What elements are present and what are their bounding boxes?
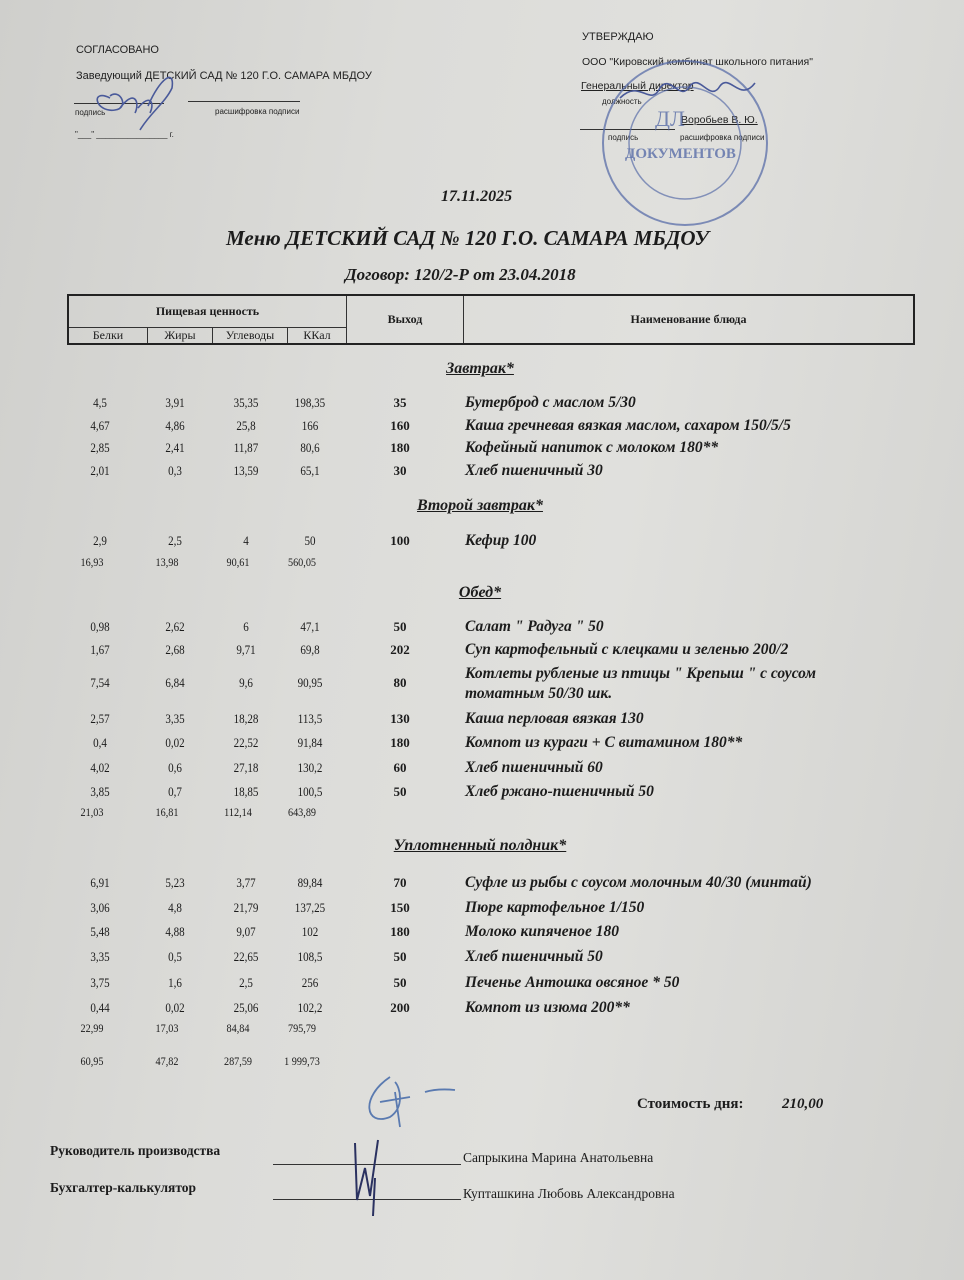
value-p: 3,85 bbox=[90, 784, 110, 799]
total-p: 22,99 bbox=[80, 1021, 104, 1035]
cost-value: 210,00 bbox=[782, 1096, 824, 1112]
dish-name: Печенье Антошка овсяное * 50 bbox=[465, 974, 680, 991]
value-c: 18,85 bbox=[233, 784, 259, 799]
section-title: Уплотненный полдник* bbox=[393, 837, 567, 854]
value-c: 9,71 bbox=[236, 642, 256, 657]
date-line: "___" ________________ г. bbox=[75, 130, 174, 139]
value-p: 4,67 bbox=[90, 418, 110, 433]
dish-name: Бутерброд с маслом 5/30 bbox=[465, 394, 636, 411]
value-k: 100,5 bbox=[297, 784, 323, 799]
dish-name: Суфле из рыбы с соусом молочным 40/30 (минтай) bbox=[465, 874, 812, 891]
dish-yield: 150 bbox=[390, 900, 410, 915]
dish-yield: 70 bbox=[393, 875, 407, 890]
total-c: 90,61 bbox=[226, 555, 250, 569]
dish-yield: 130 bbox=[390, 711, 410, 726]
approval-left-position: Заведующий ДЕТСКИЙ САД № 120 Г.О. САМАРА МБДОУ bbox=[76, 70, 372, 82]
dish-name: Хлеб пшеничный 30 bbox=[465, 462, 603, 479]
name-accountant: Купташкина Любовь Александровна bbox=[463, 1186, 675, 1201]
dish-name: Суп картофельный с клецками и зеленью 200/2 bbox=[465, 641, 789, 658]
sign-label-right: подпись bbox=[608, 133, 639, 142]
dish-yield: 50 bbox=[393, 784, 407, 799]
dish-name: Пюре картофельное 1/150 bbox=[465, 899, 645, 916]
dish-name: Хлеб ржано-пшеничный 50 bbox=[465, 783, 654, 800]
dish-yield: 50 bbox=[393, 949, 407, 964]
role-production-head: Руководитель производства bbox=[50, 1143, 221, 1158]
value-c: 2,5 bbox=[239, 975, 253, 990]
value-k: 256 bbox=[301, 975, 319, 990]
director-signature bbox=[80, 58, 190, 133]
value-f: 4,8 bbox=[168, 900, 182, 915]
total-p: 16,93 bbox=[80, 555, 104, 569]
value-f: 4,88 bbox=[165, 924, 185, 939]
value-c: 25,06 bbox=[233, 1000, 259, 1015]
decode-label: расшифровка подписи bbox=[215, 107, 300, 116]
role-accountant: Бухгалтер-калькулятор bbox=[50, 1180, 197, 1195]
decode-label-right: расшифровка подписи bbox=[680, 133, 765, 142]
value-c: 35,35 bbox=[233, 395, 259, 410]
dish-yield: 35 bbox=[393, 395, 407, 410]
dish-yield: 180 bbox=[390, 924, 410, 939]
dish-name: Кефир 100 bbox=[465, 532, 537, 549]
value-k: 89,84 bbox=[297, 875, 323, 890]
value-p: 3,35 bbox=[90, 949, 110, 964]
dish-yield: 160 bbox=[390, 418, 410, 433]
value-f: 0,7 bbox=[168, 784, 182, 799]
value-c: 22,65 bbox=[233, 949, 259, 964]
dish-name: Каша гречневая вязкая маслом, сахаром 150/5/5 bbox=[465, 417, 791, 434]
total-p: 21,03 bbox=[80, 805, 104, 819]
value-k: 69,8 bbox=[300, 642, 320, 657]
dish-name: Компот из кураги + С витамином 180** bbox=[465, 734, 743, 751]
total-f: 16,81 bbox=[155, 805, 179, 819]
dish-yield: 80 bbox=[393, 675, 407, 690]
value-c: 9,6 bbox=[239, 675, 253, 690]
menu-table-header bbox=[67, 294, 915, 345]
header-fat: Жиры bbox=[148, 327, 213, 344]
approval-left-heading: СОГЛАСОВАНО bbox=[76, 44, 159, 56]
total-c: 84,84 bbox=[226, 1021, 250, 1035]
value-f: 0,5 bbox=[168, 949, 182, 964]
value-p: 1,67 bbox=[90, 642, 110, 657]
approval-right-heading: УТВЕРЖДАЮ bbox=[582, 31, 654, 43]
header-carbs: Углеводы bbox=[213, 327, 288, 344]
approval-right-name: Воробьев В. Ю. bbox=[681, 114, 758, 126]
value-f: 0,02 bbox=[165, 1000, 185, 1015]
value-k: 108,5 bbox=[297, 949, 323, 964]
value-f: 2,62 bbox=[165, 619, 185, 634]
value-p: 6,91 bbox=[90, 875, 110, 890]
header-yield: Выход bbox=[347, 295, 464, 344]
value-c: 6 bbox=[243, 619, 249, 634]
value-p: 2,85 bbox=[90, 440, 110, 455]
value-k: 130,2 bbox=[297, 760, 323, 775]
value-k: 65,1 bbox=[300, 463, 320, 478]
value-f: 2,5 bbox=[168, 533, 182, 548]
total-k: 795,79 bbox=[287, 1021, 317, 1035]
dish-yield: 100 bbox=[390, 533, 410, 548]
header-nutrition: Пищевая ценность bbox=[68, 295, 347, 327]
menu-title: Меню ДЕТСКИЙ САД № 120 Г.О. САМАРА МБДОУ bbox=[226, 226, 709, 250]
dish-name: Хлеб пшеничный 50 bbox=[465, 948, 603, 965]
value-k: 47,1 bbox=[300, 619, 320, 634]
value-c: 3,77 bbox=[236, 875, 256, 890]
approval-right-position: Генеральный директор bbox=[581, 80, 694, 92]
name-production-head: Сапрыкина Марина Анатольевна bbox=[463, 1150, 654, 1165]
value-k: 80,6 bbox=[300, 440, 320, 455]
value-p: 4,02 bbox=[90, 760, 110, 775]
value-f: 0,6 bbox=[168, 760, 182, 775]
value-p: 4,5 bbox=[93, 395, 107, 410]
grand-total-c: 287,59 bbox=[223, 1054, 253, 1068]
dish-name: Котлеты рубленые из птицы " Крепыш " с соусом томатным 50/30 шк. bbox=[465, 665, 816, 702]
value-k: 102,2 bbox=[297, 1000, 323, 1015]
value-f: 3,91 bbox=[165, 395, 185, 410]
company-stamp bbox=[580, 48, 790, 228]
value-c: 9,07 bbox=[236, 924, 256, 939]
value-c: 21,79 bbox=[233, 900, 259, 915]
svg-text:ДЛ: ДЛ bbox=[655, 106, 685, 131]
section-title: Второй завтрак* bbox=[417, 497, 543, 514]
value-p: 0,98 bbox=[90, 619, 110, 634]
value-k: 102 bbox=[301, 924, 319, 939]
dish-name: Салат " Радуга " 50 bbox=[465, 618, 604, 635]
approval-right-org: ООО "Кировский комбинат школьного питания" bbox=[582, 56, 813, 68]
dish-yield: 30 bbox=[393, 463, 407, 478]
grand-total-k: 1 999,73 bbox=[284, 1054, 320, 1068]
contract-info: Договор: 120/2-Р от 23.04.2018 bbox=[345, 265, 576, 284]
value-c: 25,8 bbox=[236, 418, 256, 433]
dish-name: Кофейный напиток с молоком 180** bbox=[465, 439, 719, 456]
value-k: 198,35 bbox=[294, 395, 326, 410]
total-c: 112,14 bbox=[224, 805, 252, 819]
cost-signature bbox=[355, 1072, 465, 1132]
value-p: 0,44 bbox=[90, 1000, 110, 1015]
value-p: 0,4 bbox=[93, 735, 107, 750]
value-c: 11,87 bbox=[233, 440, 259, 455]
value-f: 2,68 bbox=[165, 642, 185, 657]
total-k: 560,05 bbox=[287, 555, 317, 569]
header-protein: Белки bbox=[68, 327, 148, 344]
header-kcal: ККал bbox=[288, 327, 347, 344]
value-k: 90,95 bbox=[297, 675, 323, 690]
value-f: 4,86 bbox=[165, 418, 185, 433]
value-k: 166 bbox=[301, 418, 319, 433]
value-p: 7,54 bbox=[90, 675, 110, 690]
dish-yield: 180 bbox=[390, 440, 410, 455]
value-c: 4 bbox=[243, 533, 249, 548]
value-c: 18,28 bbox=[233, 711, 259, 726]
dish-name: Каша перловая вязкая 130 bbox=[465, 710, 644, 727]
value-p: 5,48 bbox=[90, 924, 110, 939]
dish-name: Компот из изюма 200** bbox=[465, 999, 630, 1016]
dish-yield: 50 bbox=[393, 619, 407, 634]
accountant-signature bbox=[345, 1138, 395, 1218]
value-p: 2,9 bbox=[93, 533, 107, 548]
dish-yield: 180 bbox=[390, 735, 410, 750]
grand-total-p: 60,95 bbox=[80, 1054, 104, 1068]
value-f: 3,35 bbox=[165, 711, 185, 726]
value-k: 113,5 bbox=[297, 711, 323, 726]
total-k: 643,89 bbox=[287, 805, 317, 819]
value-k: 137,25 bbox=[294, 900, 326, 915]
dish-name: Молоко кипяченое 180 bbox=[465, 923, 619, 940]
dish-name: Хлеб пшеничный 60 bbox=[465, 759, 603, 776]
value-c: 22,52 bbox=[233, 735, 259, 750]
header-dish: Наименование блюда bbox=[464, 295, 915, 344]
section-title: Завтрак* bbox=[446, 360, 514, 377]
cost-label: Стоимость дня: bbox=[637, 1096, 744, 1112]
svg-text:ДОКУМЕНТОВ: ДОКУМЕНТОВ bbox=[625, 146, 736, 162]
sign-label: подпись bbox=[75, 108, 106, 117]
value-p: 2,57 bbox=[90, 711, 110, 726]
value-c: 13,59 bbox=[233, 463, 259, 478]
section-title: Обед* bbox=[458, 584, 502, 601]
dish-yield: 50 bbox=[393, 975, 407, 990]
value-c: 27,18 bbox=[233, 760, 259, 775]
dish-yield: 202 bbox=[390, 642, 410, 657]
value-k: 91,84 bbox=[297, 735, 323, 750]
grand-total-f: 47,82 bbox=[155, 1054, 179, 1068]
value-f: 6,84 bbox=[165, 675, 185, 690]
total-f: 17,03 bbox=[155, 1021, 179, 1035]
dish-yield: 200 bbox=[390, 1000, 410, 1015]
value-f: 1,6 bbox=[168, 975, 182, 990]
value-f: 2,41 bbox=[165, 440, 185, 455]
dish-yield: 60 bbox=[393, 760, 407, 775]
value-f: 0,02 bbox=[165, 735, 185, 750]
position-label: должность bbox=[602, 97, 642, 106]
value-p: 3,75 bbox=[90, 975, 110, 990]
value-k: 50 bbox=[304, 533, 316, 548]
value-f: 5,23 bbox=[165, 875, 185, 890]
value-f: 0,3 bbox=[168, 463, 182, 478]
menu-date: 17.11.2025 bbox=[441, 188, 513, 205]
total-f: 13,98 bbox=[155, 555, 179, 569]
value-p: 3,06 bbox=[90, 900, 110, 915]
value-p: 2,01 bbox=[90, 463, 110, 478]
